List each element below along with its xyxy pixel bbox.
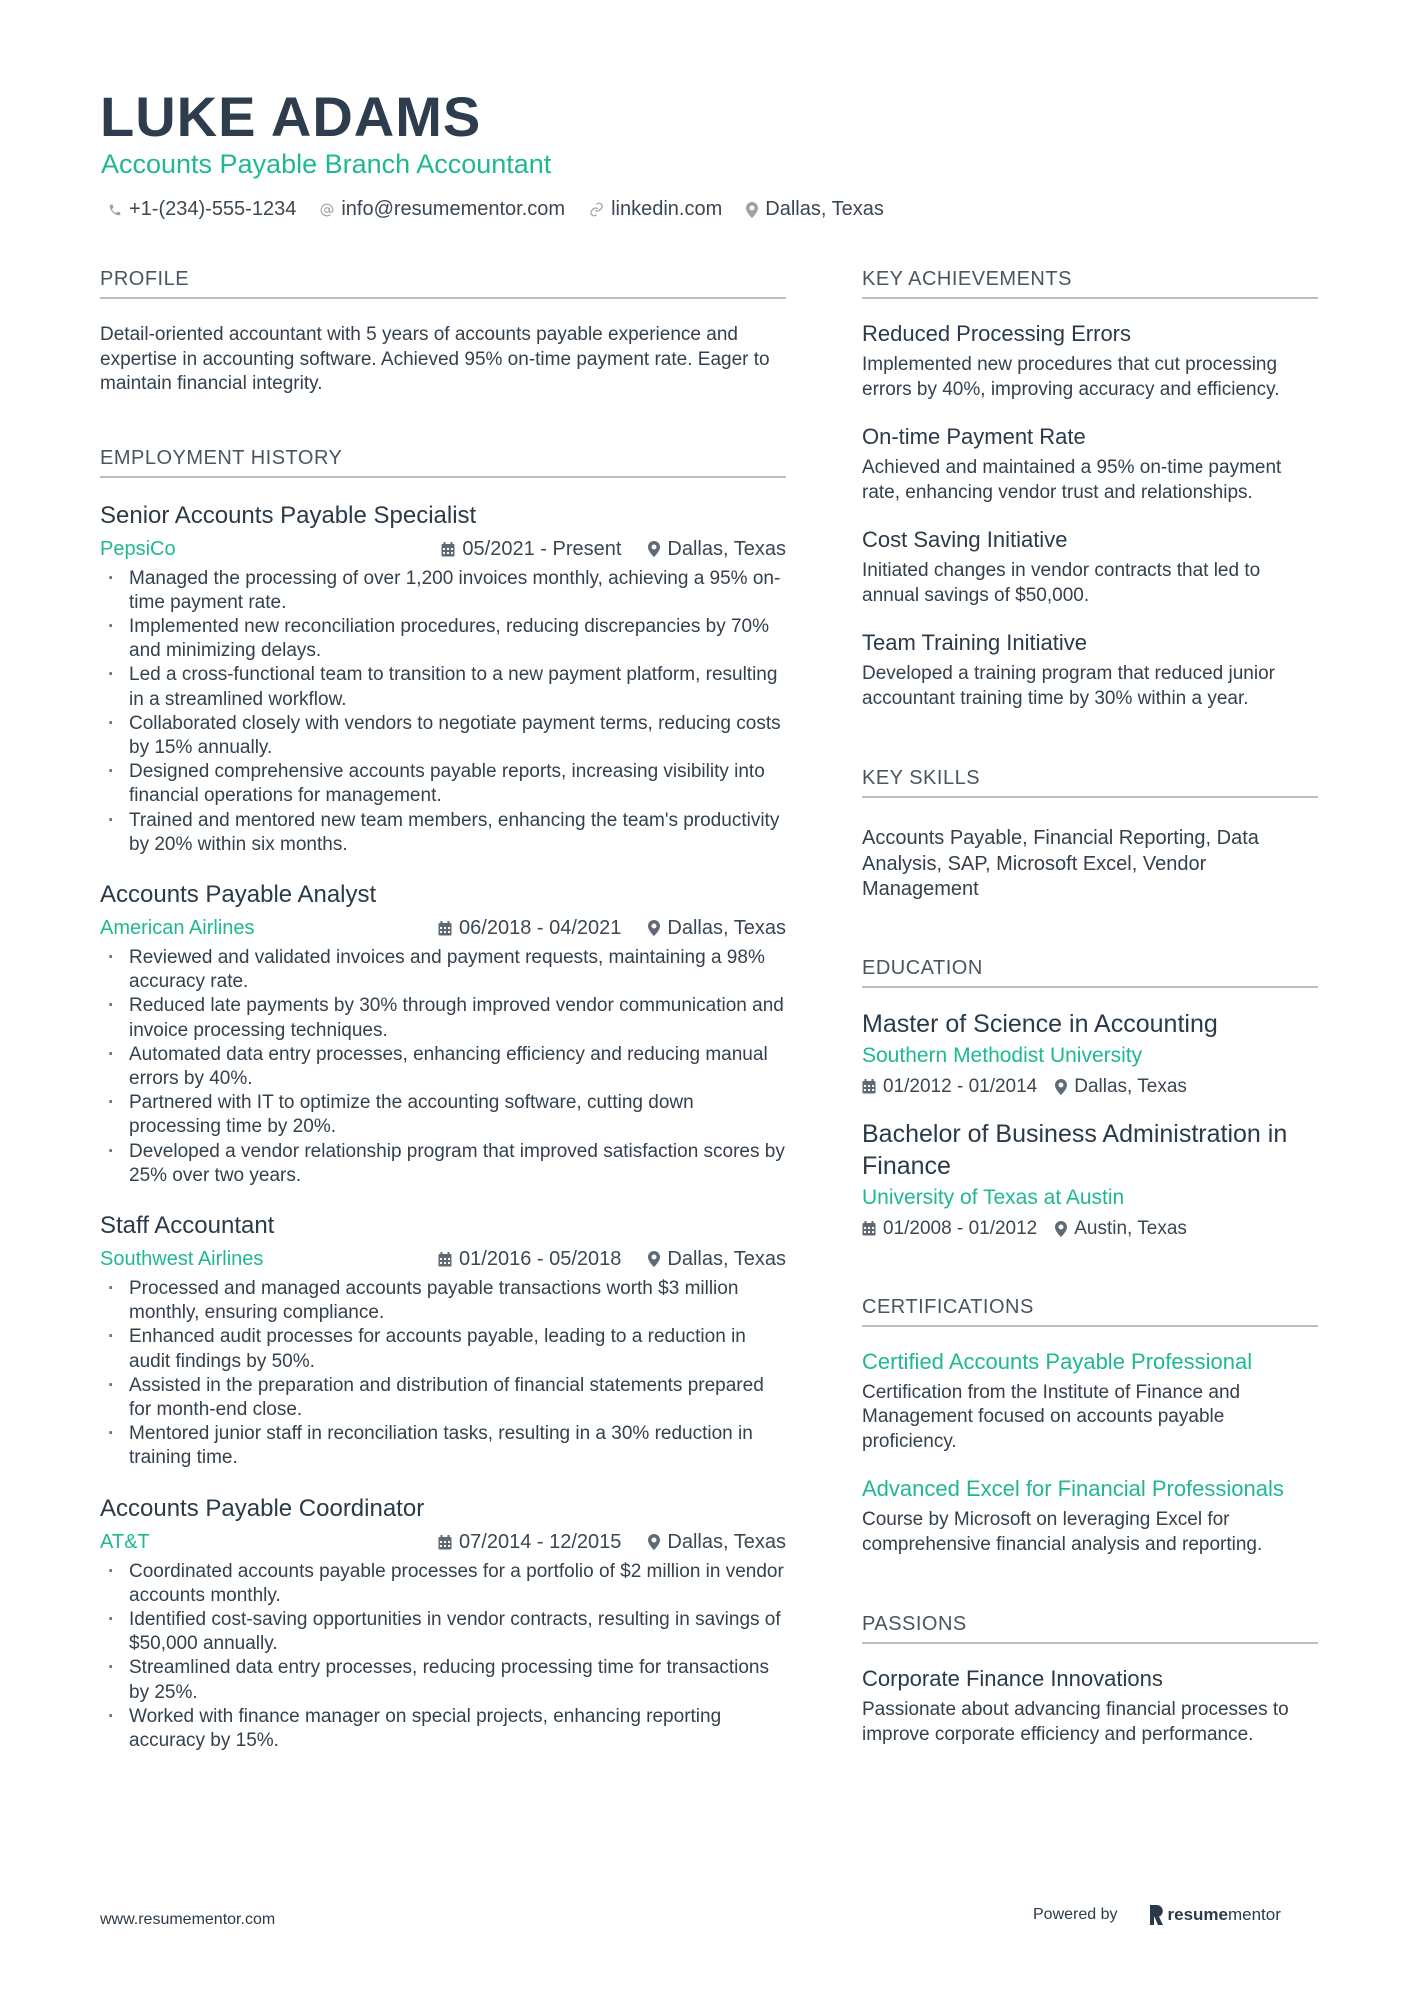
bullet-item: · Managed the processing of over 1,200 invoices monthly, achieving a 95% on-time payment rate. [100,567,786,615]
job-meta-right [438,917,786,940]
achievement-desc: Developed a training program that reduced junior accountant training time by 30% within a year. [862,663,1275,709]
job-entry [100,1495,786,1754]
job-dates [438,1531,621,1554]
bullet-item: · Implemented new reconciliation procedures, reducing discrepancies by 70% and minimizing delays. [100,615,786,663]
education-dates-text: 01/2012 - 01/2014 [883,1075,1038,1097]
certification-title: Certified Accounts Payable Professional [862,1348,1253,1374]
achievement-item [862,424,1318,505]
achievement-desc: Implemented new procedures that cut processing errors by 40%, improving accuracy and efficiency. [862,354,1280,400]
passion-desc: Passionate about advancing financial processes to improve corporate efficiency and performance. [862,1699,1289,1745]
achievement-item [862,630,1318,711]
education-meta [862,1076,1318,1098]
job-bullets [100,1277,786,1471]
map-pin-icon [648,541,660,557]
job-meta [100,917,786,940]
achievement-item [862,527,1318,608]
at-sign-icon [320,203,334,217]
map-pin-icon [648,1251,660,1267]
job-bullets [100,1560,786,1754]
skills-text: Accounts Payable, Financial Reporting, Data Analysis, SAP, Microsoft Excel, Vendor Management [862,827,1259,900]
job-meta [100,1531,786,1554]
email-text: info@resumementor.com [341,198,566,220]
education-location [1055,1218,1187,1240]
education-dates-text: 01/2008 - 01/2012 [883,1217,1038,1239]
job-title: Accounts Payable Branch Accountant [101,149,552,179]
job-dates-text: 01/2016 - 05/2018 [459,1247,622,1270]
job-dates [438,917,621,940]
footer-branding [1033,1905,1281,1925]
left-column [100,268,786,1753]
education-dates [862,1218,1037,1240]
achievement-desc: Achieved and maintained a 95% on-time payment rate, enhancing vendor trust and relationships. [862,457,1282,503]
company-name: AT&T [100,1530,150,1553]
job-position: Senior Accounts Payable Specialist [100,501,477,529]
bullet-item: · Led a cross-functional team to transition to a new payment platform, resulting in a streamlined workflow. [100,663,786,711]
certification-desc: Course by Microsoft on leveraging Excel for comprehensive financial analysis and reporting. [862,1509,1263,1555]
company-name: American Airlines [100,916,255,939]
bullet-item: · Trained and mentored new team members, enhancing the team's productivity by 20% within six months. [100,809,786,857]
calendar-icon [438,1252,452,1267]
job-meta [100,538,786,561]
passions-list [862,1666,1318,1747]
achievement-title: Team Training Initiative [862,630,1087,655]
job-dates-text: 05/2021 - Present [462,537,622,560]
bullet-item: · Designed comprehensive accounts payable reports, increasing visibility into financial operations for management. [100,760,786,808]
bullet-item: · Partnered with IT to optimize the accounting software, cutting down processing time by 20%. [100,1091,786,1139]
certifications-heading: CERTIFICATIONS [862,1296,1318,1327]
job-location-text: Dallas, Texas [667,1530,786,1553]
education-location [1055,1076,1187,1098]
calendar-icon [862,1079,876,1094]
brand-bold: resume [1167,1905,1228,1924]
job-entry [100,881,786,1188]
education-dates [862,1076,1037,1098]
job-dates [438,1248,621,1271]
job-meta-right [438,1531,786,1554]
school-name: University of Texas at Austin [862,1185,1125,1209]
bullet-item: · Mentored junior staff in reconciliation tasks, resulting in a 30% reduction in training time. [100,1422,786,1470]
education-location-text: Dallas, Texas [1074,1075,1187,1097]
degree-name: Bachelor of Business Administration in Finance [862,1119,1288,1180]
map-pin-icon [746,202,758,218]
education-meta [862,1218,1318,1240]
job-meta-right [438,1248,786,1271]
company-name: Southwest Airlines [100,1247,264,1270]
linkedin-text: linkedin.com [611,198,723,220]
bullet-item: · Coordinated accounts payable processes for a portfolio of $2 million in vendor accounts monthly. [100,1560,786,1608]
brand-light: mentor [1227,1905,1281,1924]
achievement-item [862,321,1318,402]
job-location [648,1248,786,1271]
achievement-desc: Initiated changes in vendor contracts that led to annual savings of $50,000. [862,560,1261,606]
job-bullets [100,946,786,1188]
employment-list [100,502,786,1754]
education-item [862,1008,1318,1098]
certifications-list [862,1349,1318,1558]
bullet-item: · Reviewed and validated invoices and payment requests, maintaining a 98% accuracy rate. [100,946,786,994]
job-position: Staff Accountant [100,1211,275,1239]
job-dates-text: 07/2014 - 12/2015 [459,1530,622,1553]
certification-item [862,1349,1318,1455]
skills-heading: KEY SKILLS [862,767,1318,798]
profile-heading: PROFILE [100,268,786,299]
degree-name: Master of Science in Accounting [862,1009,1218,1038]
powered-by-label: Powered by [1033,1906,1118,1923]
achievements-list [862,321,1318,711]
certification-desc: Certification from the Institute of Finance and Management focused on accounts payable proficiency. [862,1381,1241,1452]
contact-location [746,198,884,221]
contact-linkedin[interactable] [589,198,722,221]
candidate-name: LUKE ADAMS [100,85,482,148]
job-bullets [100,567,786,857]
bullet-item: · Enhanced audit processes for accounts payable, leading to a reduction in audit findings by 50%. [100,1325,786,1373]
calendar-icon [438,921,452,936]
company-name: PepsiCo [100,537,176,560]
profile-text: Detail-oriented accountant with 5 years of accounts payable experience and expertise in accounting software. Achieved 95% on-time payment rate. Eager to maintain financial integrity. [100,324,770,394]
phone-text: +1-(234)-555-1234 [129,198,297,220]
job-location [648,1531,786,1554]
certification-item [862,1476,1318,1557]
job-meta [100,1248,786,1271]
calendar-icon [862,1221,876,1236]
education-location-text: Austin, Texas [1074,1217,1187,1239]
bullet-item: · Collaborated closely with vendors to negotiate payment terms, reducing costs by 15% annually. [100,712,786,760]
job-location [648,538,786,561]
job-dates-text: 06/2018 - 04/2021 [459,916,622,939]
school-name: Southern Methodist University [862,1043,1143,1067]
job-entry [100,1212,786,1471]
certification-title: Advanced Excel for Financial Professionals [862,1476,1284,1501]
contact-bar [108,198,908,221]
bullet-item: · Streamlined data entry processes, reducing processing time for transactions by 25%. [100,1656,786,1704]
passion-item [862,1666,1318,1747]
job-location-text: Dallas, Texas [667,916,786,939]
brand-logo[interactable] [1148,1905,1281,1925]
employment-heading: EMPLOYMENT HISTORY [100,447,786,478]
job-dates [441,538,621,561]
location-text: Dallas, Texas [765,198,884,220]
achievement-title: Reduced Processing Errors [862,321,1132,346]
achievement-title: Cost Saving Initiative [862,527,1068,552]
bullet-item: · Worked with finance manager on special projects, enhancing reporting accuracy by 15%. [100,1705,786,1753]
calendar-icon [438,1535,452,1550]
education-heading: EDUCATION [862,957,1318,988]
bullet-item: · Assisted in the preparation and distribution of financial statements prepared for month-end close. [100,1374,786,1422]
job-meta-right [441,538,786,561]
right-column [862,268,1318,1747]
bullet-item: · Processed and managed accounts payable transactions worth $3 million monthly, ensuring compliance. [100,1277,786,1325]
bullet-item: · Automated data entry processes, enhancing efficiency and reducing manual errors by 40%. [100,1043,786,1091]
achievement-title: On-time Payment Rate [862,424,1086,449]
job-entry [100,502,786,857]
link-icon [589,202,604,217]
map-pin-icon [648,920,660,936]
brand-mark-icon [1148,1905,1164,1925]
job-position: Accounts Payable Analyst [100,880,377,908]
contact-email[interactable] [320,198,565,221]
map-pin-icon [1055,1221,1067,1237]
achievements-heading: KEY ACHIEVEMENTS [862,268,1318,299]
job-location [648,917,786,940]
education-list [862,1008,1318,1240]
job-location-text: Dallas, Texas [667,1247,786,1270]
job-position: Accounts Payable Coordinator [100,1494,425,1522]
bullet-item: · Developed a vendor relationship program that improved satisfaction scores by 25% over two years. [100,1140,786,1188]
contact-phone[interactable] [108,198,296,221]
footer-website[interactable]: www.resumementor.com [100,1911,276,1928]
education-item [862,1118,1318,1240]
map-pin-icon [648,1534,660,1550]
job-location-text: Dallas, Texas [667,537,786,560]
passions-heading: PASSIONS [862,1613,1318,1644]
phone-icon [108,203,122,217]
bullet-item: · Identified cost-saving opportunities in vendor contracts, resulting in savings of $50,000 annually. [100,1608,786,1656]
passion-title: Corporate Finance Innovations [862,1666,1163,1691]
calendar-icon [441,542,455,557]
bullet-item: · Reduced late payments by 30% through improved vendor communication and invoice processing techniques. [100,994,786,1042]
map-pin-icon [1055,1079,1067,1095]
